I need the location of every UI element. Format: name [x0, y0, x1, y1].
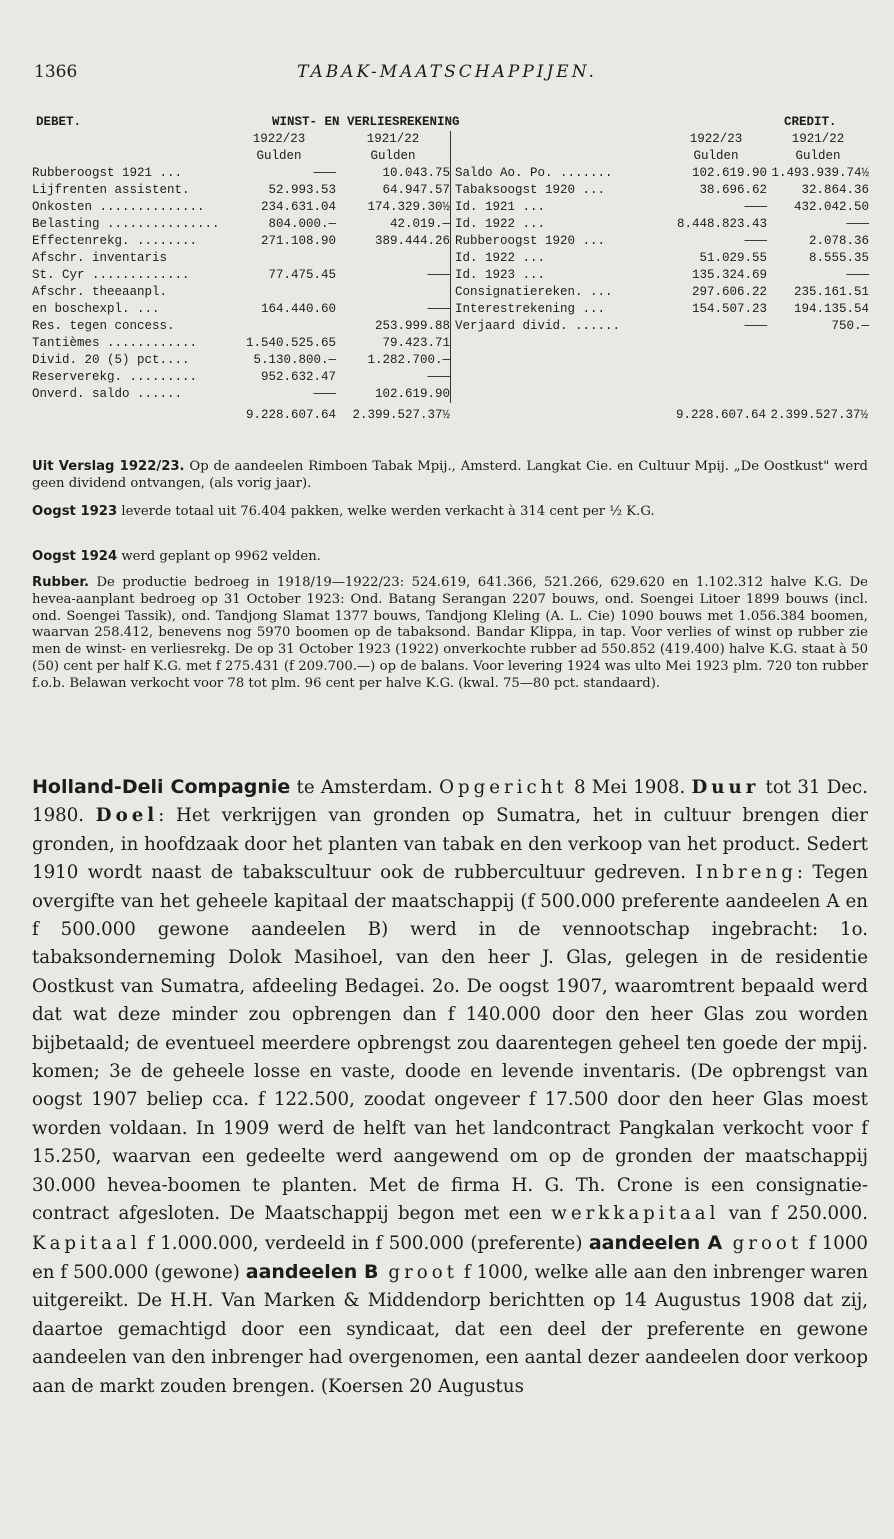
debit-row	[32, 216, 450, 233]
debit-row	[32, 369, 450, 386]
credit-row-label: Tabaksoogst 1920 ...	[455, 183, 606, 197]
credit-row-1922-23: 8.448.823.43	[676, 217, 767, 231]
inbreng-label: Inbreng	[695, 862, 797, 884]
report-paragraph	[32, 459, 868, 493]
credit-row-1922-23: 38.696.62	[699, 183, 767, 197]
debit-row-1922-23	[222, 318, 336, 335]
credit-row-label: Saldo Ao. Po. .......	[455, 166, 613, 180]
debit-row-1921-22: 389.444.26	[374, 234, 450, 248]
debit-row	[32, 335, 450, 352]
debit-row-1922-23: 234.631.04	[260, 200, 336, 214]
debit-row-label: Afschr. inventaris	[32, 251, 168, 265]
credit-row-1922-23: 102.619.90	[691, 166, 767, 180]
debit-row-1921-22: 1.282.700.—	[367, 353, 450, 367]
debit-row-label: Afschr. theeaanpl.	[32, 285, 168, 299]
debit-row	[32, 301, 450, 318]
debet-label: DEBET.	[36, 115, 82, 129]
opgericht-label: Opgericht	[439, 777, 568, 798]
debit-row-label: Lijfrenten assistent.	[32, 183, 190, 197]
debit-row-1921-22: 64.947.57	[382, 183, 450, 197]
debit-row-1922-23	[222, 284, 336, 301]
debit-row	[32, 165, 450, 182]
debit-row-1921-22: ———	[427, 302, 450, 316]
credit-row-1922-23: ———	[744, 200, 767, 214]
debit-row-label: Divid. 20 (5) pct....	[32, 353, 190, 367]
credit-row-1922-23: 297.606.22	[691, 285, 767, 299]
credit-row-1922-23: 135.324.69	[691, 268, 767, 282]
debit-row	[32, 284, 450, 301]
debit-row-1921-22: 253.999.88	[374, 319, 450, 333]
debit-column-units: Gulden Gulden	[256, 149, 416, 163]
debit-row-1921-22: 102.619.90	[374, 387, 450, 401]
debit-row-label: Onverd. saldo ......	[32, 387, 183, 401]
debit-rows	[32, 165, 450, 403]
credit-row	[451, 233, 869, 250]
harvest-1923-text: leverde totaal uit 76.404 pakken, welke werden verkacht à 314 cent per ½ K.G.	[117, 504, 655, 519]
credit-row-1922-23: ———	[744, 234, 767, 248]
debit-row-1921-22: ———	[427, 268, 450, 282]
credit-row-1921-22: 2.078.36	[808, 234, 869, 248]
harvest-1923-paragraph	[32, 504, 868, 521]
debit-row-1922-23: 271.108.90	[260, 234, 336, 248]
debit-row-1921-22	[336, 250, 450, 267]
debit-row-1922-23: ———	[313, 387, 336, 401]
credit-row-1921-22: ———	[846, 268, 869, 282]
credit-row-1921-22: 8.555.35	[808, 251, 869, 265]
credit-row-label: Id. 1922 ...	[455, 217, 546, 231]
rubber-heading: Rubber.	[32, 575, 89, 590]
debit-row-1922-23: 1.540.525.65	[245, 336, 336, 350]
credit-row	[451, 216, 869, 233]
debit-row	[32, 267, 450, 284]
debit-row-label: Rubberoogst 1921 ...	[32, 166, 183, 180]
harvest-1924-paragraph	[32, 549, 868, 566]
werkkapitaal-label: werkkapitaal	[551, 1203, 720, 1225]
credit-row-label: Id. 1923 ...	[455, 268, 546, 282]
credit-row	[451, 301, 869, 318]
debit-row-label: Effectenrekg. ........	[32, 234, 198, 248]
debit-row	[32, 386, 450, 403]
debit-row-label: Belasting ...............	[32, 217, 220, 231]
debit-row	[32, 250, 450, 267]
credit-row-label: Id. 1921 ...	[455, 200, 546, 214]
credit-label: CREDIT.	[784, 115, 837, 129]
report-heading: Uit Verslag 1922/23.	[32, 459, 185, 474]
credit-row-1921-22: 32.864.36	[801, 183, 869, 197]
credit-row-1921-22: 1.493.939.74½	[771, 166, 869, 180]
debit-total-b: 2.399.527.37½	[352, 408, 450, 422]
debit-row-label: Res. tegen concess.	[32, 319, 175, 333]
debit-row-1922-23: 952.632.47	[260, 370, 336, 384]
debit-row-1921-22	[336, 284, 450, 301]
doel-label: Doel	[95, 805, 159, 827]
credit-row-label: Consignatiereken. ...	[455, 285, 613, 299]
debit-row-1922-23: 52.993.53	[268, 183, 336, 197]
duur-label: Duur	[691, 777, 760, 798]
debit-row-1922-23: ———	[313, 166, 336, 180]
account-header	[32, 114, 868, 131]
page-header	[34, 62, 860, 92]
debit-total-a: 9.228.607.64	[245, 408, 336, 422]
debit-row-1922-23: 77.475.45	[268, 268, 336, 282]
credit-row-1921-22: ———	[846, 217, 869, 231]
credit-row-1921-22: 235.161.51	[793, 285, 869, 299]
debit-row	[32, 182, 450, 199]
company-entry: Holland-Deli Compagnie te Amsterdam. Opgericht 8 Mei 1908. Duur tot 31 Dec. 1980. Doel: Het verkrijgen van gronden op Sumatra, het in cultuur brengen dier gronden, in hoofdzaak door het planten van tabak en den verkoop van het product. Sedert 1910 wordt naast de tabakscultuur ook de rubbercultuur gedreven. Inbreng: Tegen overgifte van het geheele kapitaal der maatschappij (f 500.000 preferente aandeelen A en f 500.000 gewone aandeelen B) werd in de vennootschap ingebracht: 1o. tabaksonderneming Dolok Masihoel, van den heer J. Glas, gelegen in de residentie Oostkust van Sumatra, afdeeling Bedagei. 2o. De oogst 1907, waaromtrent bepaald werd dat wat deze minder zou opbrengen dan f 140.000 door den heer Glas zou worden bijbetaald; de eventueel meerdere opbrengst zou daarentegen geheel ten goede der mpij. komen; 3e de geheele losse en vaste, doode en levende inventaris. (De opbrengst van oogst 1907 beliep cca. f 122.500, zoodat ongeveer f 17.500 door den heer Glas moest worden voldaan. In 1909 werd de helft van het landcontract Pangkalan verkocht voor f 15.250, waarvan een gedeelte werd aangewend om op de gronden der maatschappij 30.000 hevea-boomen te planten. Met de firma H. G. Th. Crone is een consignatie-contract afgesloten. De Maatschappij begon met een werkkapitaal van f 250.000. Kapitaal f 1.000.000, verdeeld in f 500.000 (preferente) aandeelen A groot f 1000 en f 500.000 (gewone) aandeelen B groot f 1000, welke alle aan den inbrenger waren uitgereikt. De H.H. Van Marken & Middendorp berichtten op 14 Augustus 1908 dat zij, daartoe gemachtigd door een syndicaat, dat een deel der preferente en gewone aandeelen van den inbrenger had overgenomen, een aantal dezer aandeelen door verkoop aan de markt zouden brengen. (Koersen 20 Augustus	[32, 776, 869, 1397]
kapitaal-label: Kapitaal	[32, 1232, 141, 1254]
debit-row-label: Onkosten ..............	[32, 200, 205, 214]
credit-column-units: Gulden Gulden	[693, 149, 841, 163]
page-number: 1366	[34, 62, 78, 82]
credit-row-1922-23: 154.507.23	[691, 302, 767, 316]
company-name: Holland-Deli Compagnie	[32, 776, 291, 798]
debit-column-years: 1922/23 1921/22	[252, 132, 420, 146]
credit-rows	[451, 165, 869, 335]
debit-row	[32, 318, 450, 335]
credit-row-1921-22: 432.042.50	[793, 200, 869, 214]
debit-row-label: en boschexpl. ...	[32, 302, 160, 316]
credit-row-label: Verjaard divid. ......	[455, 319, 621, 333]
credit-row	[451, 182, 869, 199]
credit-row	[451, 199, 869, 216]
harvest-1924-heading: Oogst 1924	[32, 549, 118, 564]
credit-row	[451, 284, 869, 301]
debit-row-1922-23: 164.440.60	[260, 302, 336, 316]
debit-row-label: St. Cyr .............	[32, 268, 190, 282]
debit-row-1921-22: 10.043.75	[382, 166, 450, 180]
credit-row	[451, 250, 869, 267]
debit-row	[32, 199, 450, 216]
credit-side	[451, 131, 869, 335]
report-text: Op de aandeelen Rimboen Tabak Mpij., Amsterd. Langkat Cie. en Cultuur Mpij. „De Oostkust" werd geen dividend ontvangen, (als vorig jaar).	[32, 459, 868, 491]
harvest-1924-text: werd geplant op 9962 velden.	[117, 549, 321, 564]
credit-total-b: 2.399.527.37½	[770, 408, 868, 422]
rubber-text: De productie bedroeg in 1918/19—1922/23: 524.619, 641.366, 521.266, 629.620 en 1.102.312 halve K.G. De hevea-aanplant bedroeg op 31 October 1923: Ond. Batang Serangan 2207 bouws, ond. Soengei Litoer 1899 bouws (incl. ond. Soengei Tassik), ond. Tandjong Slamat 1377 bouws, Tandjong Kleling (A. L. Cie) 1090 bouws met 1.056.384 boomen, waarvan 258.412, benevens nog 5970 boomen op de tabaksond. Bandar Klippa, in tap. Voor verlies of winst op rubber zie men de winst- en verliesrekg. De op 31 October 1923 (1922) onverkochte rubber ad 550.852 (419.400) halve K.G. staat à 50 (50) cent per half K.G. met f 275.431 (f 209.700.—) op de balans. Voor levering 1924 was ulto Mei 1923 plm. 720 ton rubber f.o.b. Belawan verkocht voor 78 tot plm. 96 cent per halve K.G. (kwal. 75—80 pct. standaard).	[32, 575, 868, 691]
credit-row-label: Interestrekening ...	[455, 302, 606, 316]
account-totals	[32, 407, 868, 426]
debit-row-1921-22: 174.329.30½	[367, 200, 450, 214]
credit-row-1921-22: 194.135.54	[793, 302, 869, 316]
debit-row-1921-22: 42.019.—	[389, 217, 450, 231]
debit-row	[32, 233, 450, 250]
profit-loss-account	[32, 114, 868, 426]
account-columns	[32, 131, 868, 403]
credit-column-years: 1922/23 1921/22	[689, 132, 845, 146]
credit-row-1922-23: ———	[744, 319, 767, 333]
rubber-paragraph	[32, 575, 868, 693]
credit-row	[451, 318, 869, 335]
harvest-1923-heading: Oogst 1923	[32, 504, 118, 519]
debit-row-1921-22: 79.423.71	[382, 336, 450, 350]
credit-row-1921-22: 750.—	[831, 319, 869, 333]
credit-total-a: 9.228.607.64	[675, 408, 766, 422]
debit-row	[32, 352, 450, 369]
account-title: WINST- EN VERLIESREKENING	[272, 115, 460, 129]
credit-row-label: Rubberoogst 1920 ...	[455, 234, 606, 248]
credit-row	[451, 267, 869, 284]
debit-row-1922-23: 804.000.—	[268, 217, 336, 231]
debit-row-1921-22: ———	[427, 370, 450, 384]
debit-row-label: Reserverekg. .........	[32, 370, 198, 384]
credit-row	[451, 165, 869, 182]
debit-side	[32, 131, 451, 403]
aandeelen-b-label: aandeelen B	[245, 1260, 379, 1283]
aandeelen-a-label: aandeelen A	[588, 1231, 723, 1254]
debit-row-label: Tantièmes ............	[32, 336, 198, 350]
debit-row-1922-23	[222, 250, 336, 267]
running-head: TABAK-MAATSCHAPPIJEN.	[297, 62, 597, 82]
debit-row-1922-23: 5.130.800.—	[253, 353, 336, 367]
credit-row-1922-23: 51.029.55	[699, 251, 767, 265]
credit-row-label: Id. 1922 ...	[455, 251, 546, 265]
